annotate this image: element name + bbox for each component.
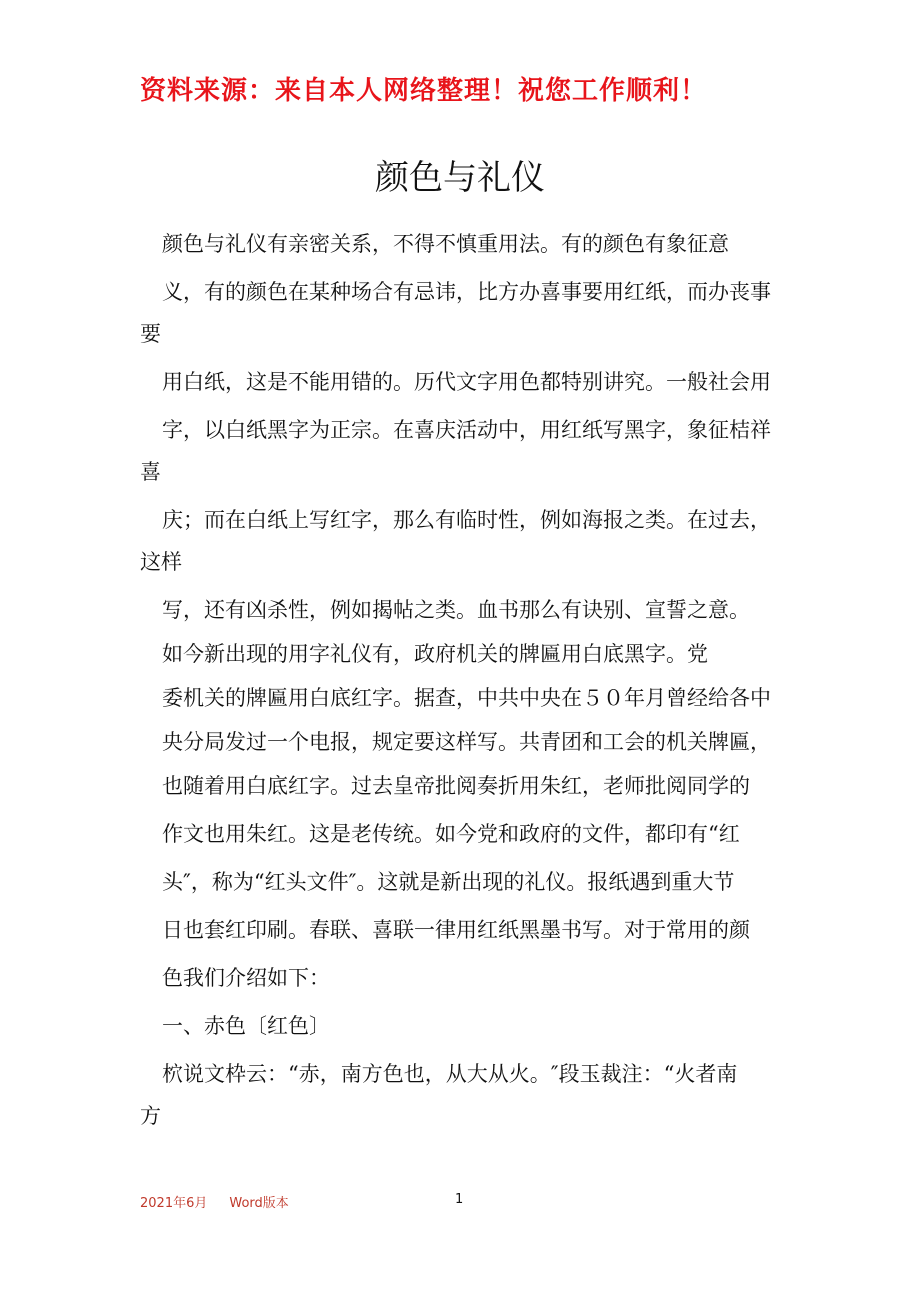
paragraph-line: 头″，称为“红头文件″。这就是新出现的礼仪。报纸遇到重大节: [162, 870, 735, 894]
footer-date: 2021年6月: [140, 1196, 208, 1211]
paragraph-line: 用白纸，这是不能用错的。历代文字用色都特别讲究。一般社会用: [162, 370, 771, 394]
page-footer: [140, 1192, 289, 1211]
body-text: [140, 232, 800, 1128]
paragraph-line: 方: [140, 1104, 161, 1128]
paragraph-line: 作文也用朱红。这是老传统。如今党和政府的文件，都印有“红: [162, 822, 740, 846]
paragraph-line: 这样: [140, 550, 182, 574]
paragraph-line: 喜: [140, 460, 161, 484]
paragraph-line: 庆；而在白纸上写红字，那么有临时性，例如海报之类。在过去，: [162, 508, 771, 532]
paragraph-line: 也随着用白底红字。过去皇帝批阅奏折用朱红，老师批阅同学的: [162, 774, 750, 798]
paragraph-line: 字，以白纸黑字为正宗。在喜庆活动中，用红纸写黑字，象征桔祥: [162, 418, 771, 442]
section-heading: 一、赤色〔红色〕: [162, 1014, 330, 1038]
paragraph-line: 日也套红印刷。春联、喜联一律用红纸黑墨书写。对于常用的颜: [162, 918, 750, 942]
paragraph-line: 写，还有凶杀性，例如揭帖之类。血书那么有诀别、宣誓之意。: [162, 598, 750, 622]
page-number: 1: [455, 1192, 464, 1207]
paragraph-line: 颜色与礼仪有亲密关系，不得不慎重用法。有的颜色有象征意: [162, 232, 729, 256]
paragraph-line: 如今新出现的用字礼仪有，政府机关的牌匾用白底黑字。党: [162, 642, 708, 666]
paragraph-line: 央分局发过一个电报，规定要这样写。共青团和工会的机关牌匾，: [162, 730, 771, 754]
source-banner: 资料来源：来自本人网络整理！祝您工作顺利！: [140, 76, 708, 106]
footer-version: Word版本: [229, 1196, 289, 1211]
paragraph-line: 义，有的颜色在某种场合有忌讳，比方办喜事要用红纸，而办丧事: [162, 280, 771, 304]
paragraph-line: 委机关的牌匾用白底红字。据查，中共中央在５０年月曾经给各中: [162, 686, 771, 710]
paragraph-line: 柼说文枠云：“赤，南方色也，从大从火。″段玉裁注：“火者南: [162, 1062, 738, 1086]
document-title: 颜色与礼仪: [375, 158, 545, 198]
paragraph-line: 要: [140, 322, 161, 346]
paragraph-line: 色我们介绍如下：: [162, 966, 330, 990]
